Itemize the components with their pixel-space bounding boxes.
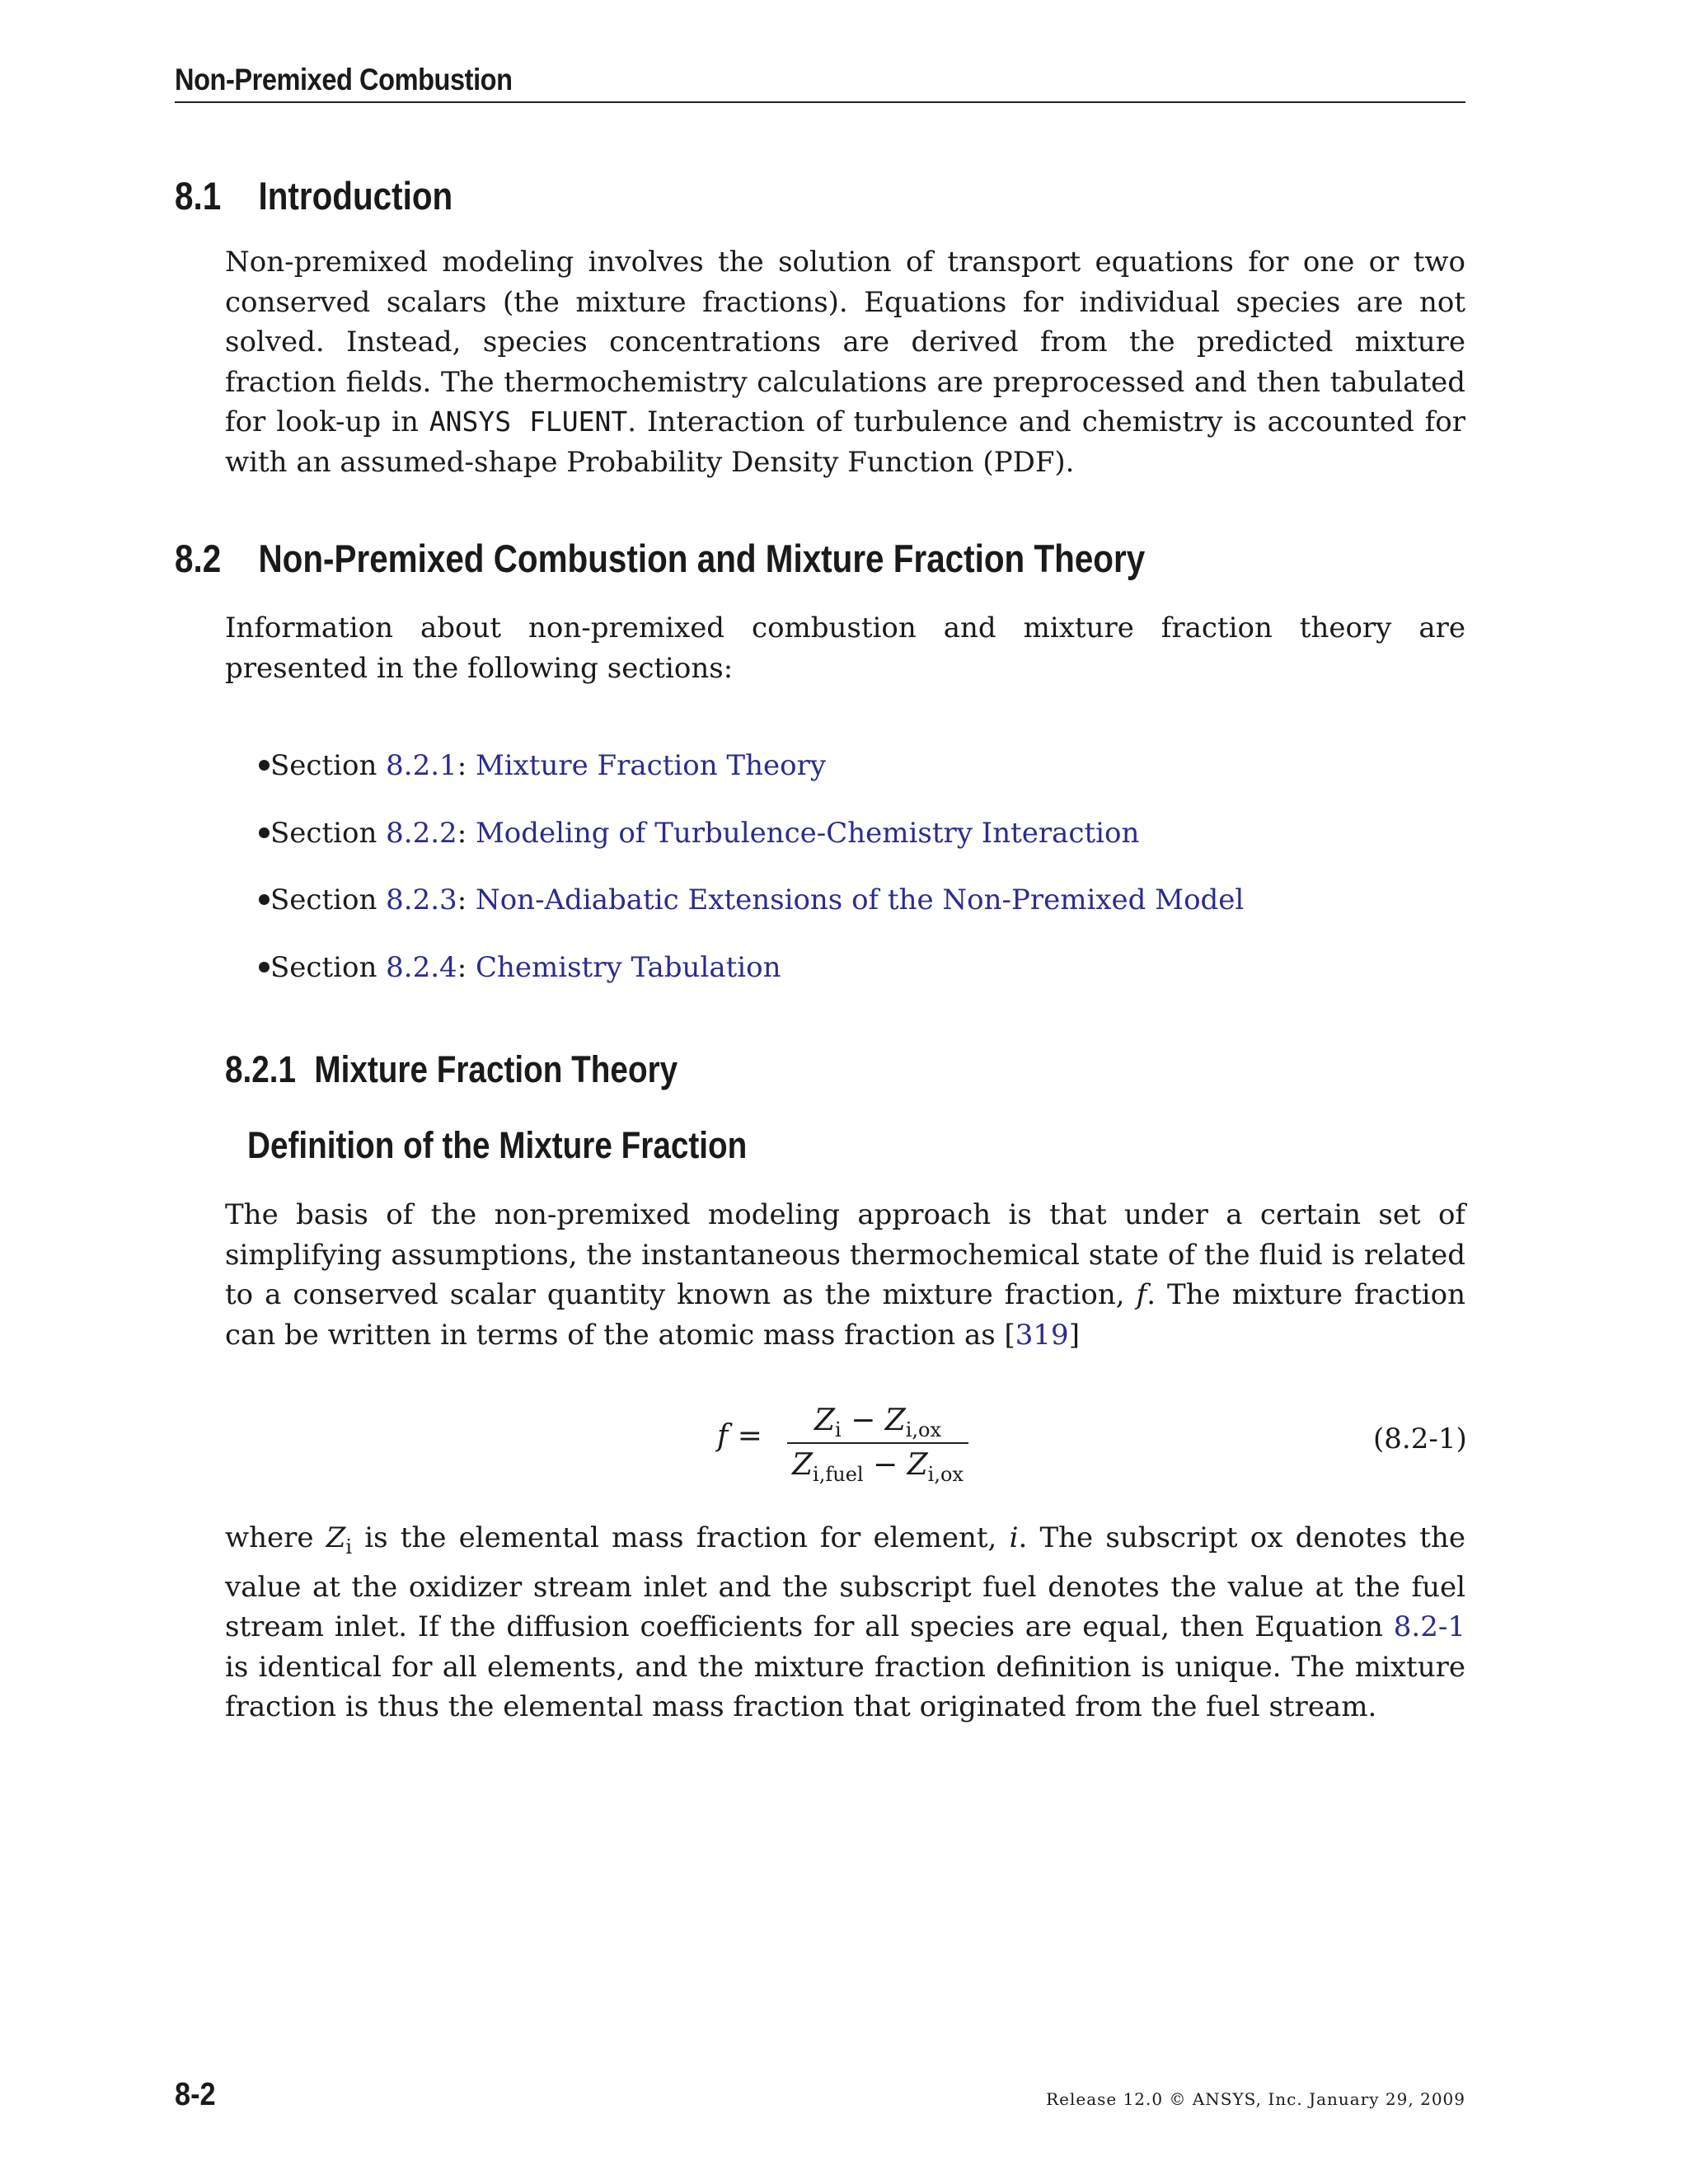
section-heading-theory bbox=[175, 536, 1145, 581]
bullet-icon bbox=[259, 760, 270, 771]
section-title-link[interactable]: Non-Adiabatic Extensions of the Non-Premixed Model bbox=[475, 883, 1245, 916]
definition-paragraph bbox=[225, 1195, 1465, 1355]
equation-lhs: f = bbox=[717, 1419, 762, 1453]
symbol: Z bbox=[792, 1448, 814, 1482]
symbol: Z bbox=[907, 1448, 928, 1482]
subsection-title: Mixture Fraction Theory bbox=[314, 1048, 678, 1090]
list-prefix: Section bbox=[270, 950, 387, 984]
list-prefix: Section bbox=[270, 816, 387, 850]
explanation-paragraph bbox=[225, 1518, 1465, 1727]
text-run: The basis of the non-premixed modeling approach is that under a certain set of simplifying assumptions, the instantaneous thermochemical state of the fluid is related to a conserved scalar quantity known as the mixture fraction, bbox=[225, 1198, 1465, 1311]
section-title-link[interactable]: Modeling of Turbulence-Chemistry Interaction bbox=[475, 816, 1140, 850]
fraction-numerator bbox=[787, 1401, 968, 1441]
text-run: is identical for all elements, and the mixture fraction definition is unique. The mixture fraction is thus the elemental mass fraction that originated from the fuel stream. bbox=[225, 1650, 1465, 1723]
section-title: Non-Premixed Combustion and Mixture Fraction Theory bbox=[258, 537, 1146, 580]
product-name: ANSYS FLUENT bbox=[429, 405, 628, 438]
subsection-heading-mixture-fraction bbox=[225, 1048, 678, 1091]
section-title: Introduction bbox=[258, 174, 453, 218]
fraction-bar bbox=[787, 1442, 968, 1444]
text-run: where bbox=[225, 1521, 326, 1554]
subsection-number: 8.2.1 bbox=[225, 1048, 297, 1090]
text-run: ] bbox=[1068, 1318, 1080, 1352]
page-number: 8-2 bbox=[175, 2077, 216, 2112]
list-separator: : bbox=[457, 950, 476, 984]
definition-heading: Definition of the Mixture Fraction bbox=[247, 1124, 748, 1166]
section-title-link[interactable]: Mixture Fraction Theory bbox=[475, 749, 827, 782]
subscript: i,ox bbox=[905, 1418, 942, 1441]
section-heading-introduction bbox=[175, 173, 452, 218]
list-prefix: Section bbox=[270, 883, 387, 916]
list-separator: : bbox=[457, 816, 476, 850]
section-number: 8.1 bbox=[175, 174, 222, 218]
section-title-link[interactable]: Chemistry Tabulation bbox=[475, 950, 781, 984]
section-list bbox=[270, 742, 1244, 1010]
equation-link[interactable]: 8.2-1 bbox=[1393, 1610, 1465, 1643]
text-run: . The mixture fraction can be written in terms of the atomic mass fraction as [ bbox=[225, 1278, 1465, 1352]
subscript: i,ox bbox=[927, 1463, 964, 1486]
citation-link[interactable]: 319 bbox=[1015, 1318, 1069, 1352]
symbol: Z bbox=[814, 1404, 835, 1437]
text-run: Non-premixed modeling involves the solution of transport equations for one or two conserved scalars (the mixture fractions). Equations for individual species are not solved. Instead, species concentrations are derived from the predicted mixture fraction fields. The thermochemistry calculations are preprocessed and then tabulated for look-up in bbox=[225, 246, 1465, 438]
list-item bbox=[270, 876, 1244, 944]
bullet-icon bbox=[259, 962, 270, 972]
text-run: is the elemental mass fraction for element, bbox=[352, 1521, 1010, 1554]
equation-number: (8.2-1) bbox=[1373, 1422, 1467, 1455]
theory-paragraph: Information about non-premixed combustion and mixture fraction theory are presented in the following sections: bbox=[225, 612, 1465, 685]
section-link[interactable]: 8.2.2 bbox=[386, 816, 457, 850]
list-item bbox=[270, 944, 1244, 1011]
variable-i: i bbox=[1009, 1521, 1019, 1554]
bullet-icon bbox=[259, 827, 270, 838]
list-separator: : bbox=[457, 749, 476, 782]
bullet-icon bbox=[259, 894, 270, 905]
operator: − bbox=[841, 1404, 885, 1437]
release-info: Release 12.0 © ANSYS, Inc. January 29, 2009 bbox=[1046, 2089, 1465, 2109]
section-link[interactable]: 8.2.1 bbox=[386, 749, 457, 782]
running-header: Non-Premixed Combustion bbox=[175, 63, 513, 96]
equation-fraction bbox=[787, 1401, 968, 1485]
subscript: i,fuel bbox=[813, 1463, 864, 1486]
list-prefix: Section bbox=[270, 749, 387, 782]
list-item bbox=[270, 742, 1244, 809]
section-number: 8.2 bbox=[175, 537, 222, 580]
operator: − bbox=[863, 1448, 907, 1482]
fraction-denominator bbox=[787, 1446, 968, 1485]
list-item bbox=[270, 809, 1244, 877]
header-rule bbox=[175, 101, 1465, 103]
text-run: . The subscript ox denotes the value at the oxidizer stream inlet and the subscript fuel denotes the value at the fuel stream inlet. If the diffusion coefficients for all species are equal, then Equation bbox=[225, 1521, 1465, 1643]
text-run: . Interaction of turbulence and chemistry is accounted for with an assumed-shape Probability Density Function (PDF). bbox=[225, 405, 1465, 479]
variable-f: f bbox=[1136, 1278, 1147, 1311]
symbol: Z bbox=[884, 1404, 906, 1437]
list-separator: : bbox=[457, 883, 476, 916]
section-link[interactable]: 8.2.3 bbox=[386, 883, 457, 916]
subscript: i bbox=[345, 1535, 353, 1558]
subscript: i bbox=[834, 1418, 842, 1441]
introduction-paragraph bbox=[225, 242, 1465, 482]
section-link[interactable]: 8.2.4 bbox=[386, 950, 457, 984]
variable-z: Z bbox=[326, 1521, 346, 1554]
